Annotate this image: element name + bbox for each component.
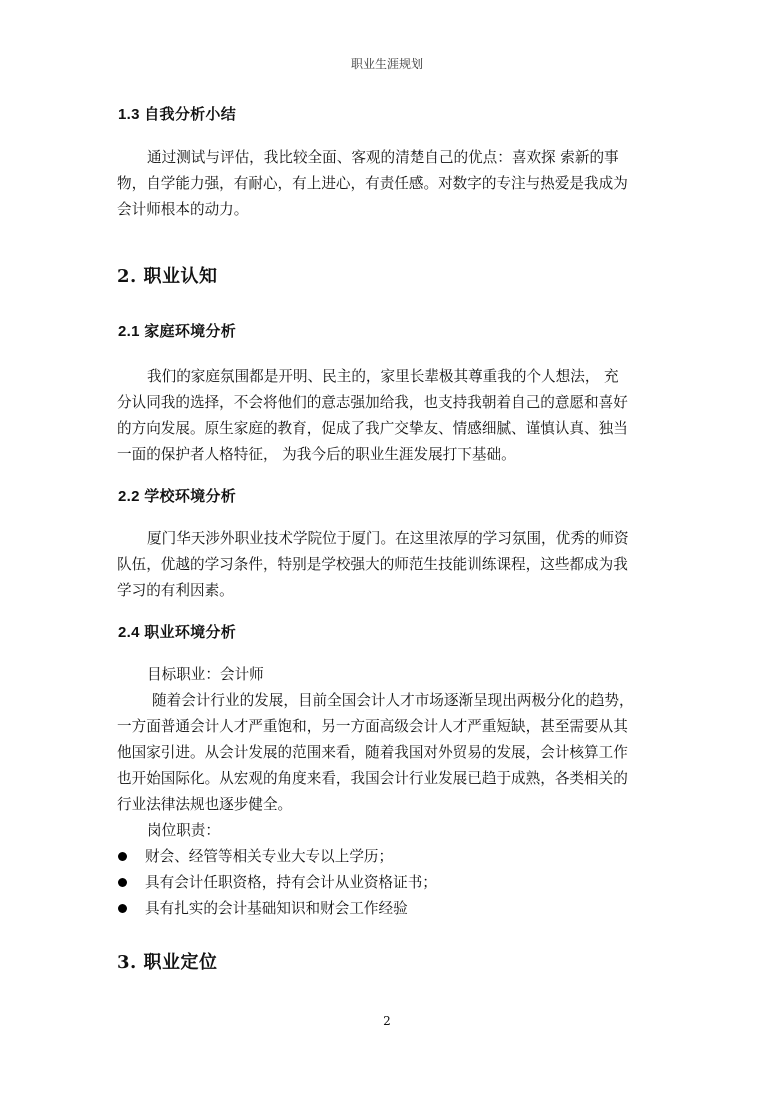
- chapter-heading-3: 3. 职业定位: [117, 952, 218, 973]
- list-item: [117, 844, 393, 870]
- list-item: [117, 870, 437, 896]
- bullet-icon: [118, 878, 127, 887]
- para-2-4-line-3: 他国家引进。从会计发展的范围来看，随着我国对外贸易的发展，会计核算工作: [117, 744, 628, 761]
- para-1-3-line-1: 通过测试与评估，我比较全面、客观的清楚自己的优点：喜欢探 索新的事: [147, 149, 619, 166]
- bullet-icon: [118, 852, 127, 861]
- para-2-1-line-3: 的方向发展。原生家庭的教育，促成了我广交挚友、情感细腻、谨慎认真、独当: [117, 420, 628, 437]
- list-item-text: 财会、经管等相关专业大专以上学历；: [145, 848, 394, 865]
- bullet-icon: [118, 904, 127, 913]
- target-career: 目标职业：会计师: [147, 666, 264, 683]
- section-heading-1-3: 1.3 自我分析小结: [118, 106, 237, 123]
- section-heading-2-4: 2.4 职业环境分析: [118, 624, 237, 641]
- list-item-text: 具有会计任职资格，持有会计从业资格证书；: [145, 874, 437, 891]
- page-number: 2: [383, 1014, 391, 1028]
- para-2-4-line-2: 一方面普通会计人才严重饱和，另一方面高级会计人才严重短缺，甚至需要从其: [117, 718, 628, 735]
- section-heading-2-2: 2.2 学校环境分析: [118, 488, 237, 505]
- para-2-2-line-2: 队伍，优越的学习条件，特别是学校强大的师范生技能训练课程，这些都成为我: [117, 556, 628, 573]
- para-1-3-line-2: 物，自学能力强，有耐心，有上进心，有责任感。对数字的专注与热爱是我成为: [117, 175, 628, 192]
- para-2-4-line-4: 也开始国际化。从宏观的角度来看，我国会计行业发展已趋于成熟，各类相关的: [117, 770, 628, 787]
- para-2-1-line-4: 一面的保护者人格特征， 为我今后的职业生涯发展打下基础。: [117, 446, 516, 463]
- list-item: [117, 896, 408, 922]
- duties-label: 岗位职责：: [147, 822, 220, 839]
- section-heading-2-1: 2.1 家庭环境分析: [118, 323, 237, 340]
- list-item-text: 具有扎实的会计基础知识和财会工作经验: [145, 900, 408, 917]
- para-2-4-line-1: 随着会计行业的发展，目前全国会计人才市场逐渐呈现出两极分化的趋势，: [152, 692, 634, 709]
- para-2-2-line-3: 学习的有利因素。: [117, 582, 234, 599]
- para-2-4-line-5: 行业法律法规也逐步健全。: [117, 796, 293, 813]
- para-1-3-line-3: 会计师根本的动力。: [117, 201, 249, 218]
- para-2-1-line-2: 分认同我的选择，不会将他们的意志强加给我，也支持我朝着自己的意愿和喜好: [117, 394, 628, 411]
- page-header: 职业生涯规划: [350, 57, 423, 71]
- para-2-2-line-1: 厦门华天涉外职业技术学院位于厦门。在这里浓厚的学习氛围，优秀的师资: [147, 530, 629, 547]
- para-2-1-line-1: 我们的家庭氛围都是开明、民主的，家里长辈极其尊重我的个人想法， 充: [147, 368, 619, 385]
- chapter-heading-2: 2. 职业认知: [117, 266, 218, 287]
